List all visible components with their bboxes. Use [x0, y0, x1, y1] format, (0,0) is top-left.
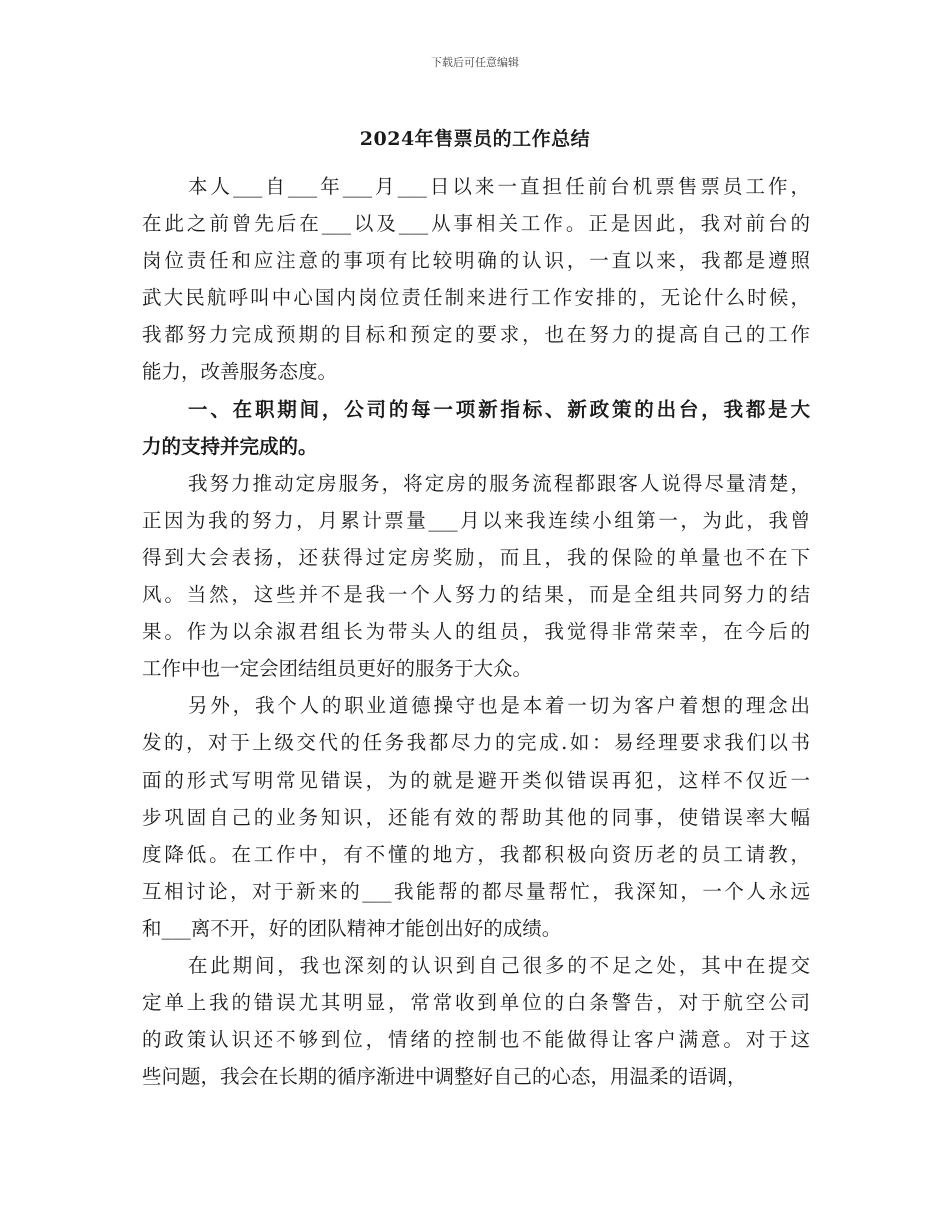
text-line: 力的支持并完成的。 [142, 434, 318, 458]
text-line: 我努力推动定房服务，将定房的服务流程都跟客人说得尽量清楚， [188, 471, 810, 495]
text-line: 面的形式写明常见错误，为的就是避开类似错误再犯，这样不仅近一 [142, 768, 810, 792]
text-line: 和___离不开，好的团队精神才能创出好的成绩。 [142, 916, 562, 940]
text-line: 岗位责任和应注意的事项有比较明确的认识，一直以来，我都是遵照 [142, 249, 810, 273]
text-line: 果。作为以余淑君组长为带头人的组员，我觉得非常荣幸，在今后的 [142, 620, 810, 644]
paragraph [142, 168, 810, 391]
paragraph [142, 947, 810, 1095]
text-line: 能力，改善服务态度。 [142, 360, 338, 384]
text-line: 些问题，我会在长期的循序渐进中调整好自己的心态，用温柔的语调， [142, 1065, 747, 1089]
text-line: 武大民航呼叫中心国内岗位责任制来进行工作安排的，无论什么时候， [142, 286, 810, 310]
text-line: 的政策认识还不够到位，情绪的控制也不能做得让客户满意。对于这 [142, 1028, 810, 1052]
text-line: 度降低。在工作中，有不懂的地方，我都积极向资历老的员工请教， [142, 842, 810, 866]
section-heading [142, 391, 810, 465]
page-header-note: 下载后可任意编辑 [431, 56, 519, 69]
document-title: 2024年售票员的工作总结 [359, 128, 591, 150]
text-line: 得到大会表扬，还获得过定房奖励，而且，我的保险的单量也不在下 [142, 545, 810, 569]
text-line: 工作中也一定会团结组员更好的服务于大众。 [142, 657, 533, 681]
text-line: 正因为我的努力，月累计票量___月以来我连续小组第一，为此，我曾 [142, 508, 810, 532]
paragraph [142, 465, 810, 688]
text-line: 在此之前曾先后在___以及___从事相关工作。正是因此，我对前台的 [142, 212, 810, 236]
text-line: 步巩固自己的业务知识，还能有效的帮助其他的同事，使错误率大幅 [142, 805, 810, 829]
text-line: 定单上我的错误尤其明显，常常收到单位的白条警告，对于航空公司 [142, 991, 810, 1015]
text-line: 本人___自___年___月___日以来一直担任前台机票售票员工作， [188, 175, 810, 198]
paragraph [142, 687, 810, 947]
text-line: 在此期间，我也深刻的认识到自己很多的不足之处，其中在提交 [188, 953, 810, 977]
document-body [142, 168, 810, 1095]
text-line: 互相讨论，对于新来的___我能帮的都尽量帮忙，我深知，一个人永远 [142, 879, 810, 903]
text-line: 一、在职期间，公司的每一项新指标、新政策的出台，我都是大 [188, 397, 810, 421]
text-line: 我都努力完成预期的目标和预定的要求，也在努力的提高自己的工作 [142, 323, 810, 347]
text-line: 风。当然，这些并不是我一个人努力的结果，而是全组共同努力的结 [142, 583, 810, 607]
text-line: 另外，我个人的职业道德操守也是本着一切为客户着想的理念出 [188, 694, 810, 718]
text-line: 发的，对于上级交代的任务我都尽力的完成.如：易经理要求我们以书 [142, 731, 810, 755]
